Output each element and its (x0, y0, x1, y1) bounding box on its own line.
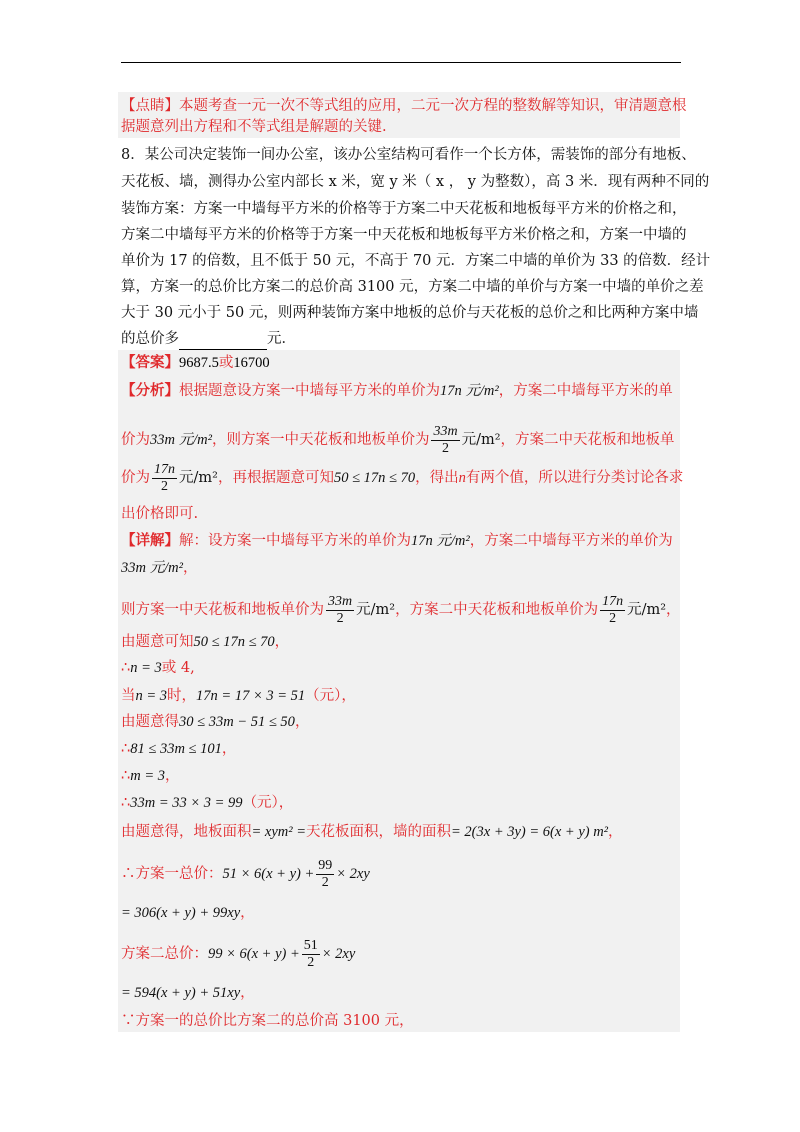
detail-text-15b: ， (240, 985, 255, 1001)
detail-line-15 (121, 983, 255, 1003)
detail-text-2: ， (182, 560, 198, 576)
analysis-text-2a: 价为 (121, 432, 150, 448)
analysis-text-3b: ，再根据题意可知 (217, 470, 334, 486)
fraction-17n-over-2 (600, 594, 625, 627)
fraction-numerator: 33m (433, 423, 458, 439)
detail-text-11a: 由题意得，地板面积 (121, 824, 252, 840)
equation-n-3: n = 3 (135, 688, 168, 704)
analysis-text-1a: 根据题意设方案一中墙每平方米的单价为 (179, 383, 440, 399)
detail-text-8b: ， (221, 741, 237, 757)
detail-text-3a: 则方案一中天花板和地板单价为 (121, 602, 324, 618)
therefore-symbol: ∴ (121, 660, 131, 676)
times-2xy: × 2xy (336, 866, 370, 882)
detail-line-7 (121, 712, 309, 732)
detail-text-3c: ， (666, 602, 681, 618)
floor-area-expression: = xym² = (251, 824, 307, 840)
analysis-text-3d: 有两个值，所以进行分类讨论各求 (465, 470, 684, 486)
plan2-expression: 99 × 6(x + y) + (208, 946, 300, 962)
analysis-text-3c: ，得出 (415, 470, 459, 486)
analysis-price-33m: 33m 元/m² (150, 432, 212, 448)
fraction-17n-over-2 (152, 462, 177, 495)
detail-line-11 (121, 822, 623, 842)
detail-label: 【详解】 (121, 532, 179, 549)
answer-or: 或 (218, 355, 234, 371)
times-2xy: × 2xy (321, 946, 356, 962)
unit-yuan-per-m2: 元/m² (179, 470, 218, 486)
detail-line-5 (121, 658, 195, 678)
detail-text-11c: ， (608, 824, 623, 840)
detail-text-11b: 天花板面积，墙的面积 (306, 824, 452, 840)
answer-value-1: 9687.5 (179, 355, 219, 371)
fraction-numerator: 99 (318, 857, 333, 873)
remark-line-2: 据题意列出方程和不等式组是解题的关键. (121, 119, 387, 135)
detail-text-1b: ，方案二中墙每平方米的单价为 (469, 533, 673, 549)
therefore-symbol: ∴ (121, 768, 131, 784)
wall-area-expression: = 2(3x + 3y) = 6(x + y) m² (451, 824, 609, 840)
question-line-5: 单价为 17 的倍数，且不低于 50 元，不高于 70 元．方案二中墙的单价为 33 的倍数．经计 (121, 253, 711, 269)
unit-yuan-per-m2: 元/m² (356, 602, 396, 618)
detail-line-14 (121, 932, 355, 976)
detail-line-9 (121, 766, 180, 786)
header-rule (121, 62, 681, 63)
detail-text-3b: ，方案二中天花板和地板单价为 (395, 602, 599, 618)
analysis-text-2c: ，方案二中天花板和地板单 (500, 432, 675, 448)
fraction-denominator: 2 (336, 610, 344, 626)
question-line-3: 装饰方案：方案一中墙每平方米的价格等于方案二中天花板和地板每平方米的价格之和， (121, 201, 687, 217)
question-line-7: 大于 30 元小于 50 元，则两种装饰方案中地板的总价与天花板的总价之和比两种方案中墙 (121, 305, 699, 321)
fraction-numerator: 17n (602, 593, 624, 609)
plan1-simplified: = 306(x + y) + 99xy (121, 905, 241, 921)
unit-yuan-per-m2: 元/m² (461, 432, 501, 448)
analysis-text-3a: 价为 (121, 470, 150, 486)
detail-line-16: ∵方案一的总价比方案二的总价高 3100 元， (121, 1013, 414, 1029)
question-line-4: 方案二中墙每平方米的价格等于方案一中天花板和地板每平方米价格之和，方案一中墙的 (121, 227, 687, 243)
analysis-line-1 (121, 381, 673, 401)
answer-line (121, 353, 270, 373)
detail-text-6c: （元）， (305, 688, 356, 704)
detail-price-33m: 33m 元/m² (121, 560, 183, 576)
therefore-symbol: ∴ (121, 741, 131, 757)
question-line-2: 天花板、墙，测得办公室内部长 x 米，宽 y 米（ x ， y 为整数），高 3 米．现有两种不同的 (121, 174, 710, 190)
fraction-numerator: 33m (328, 593, 353, 609)
fraction-99-over-2 (316, 858, 334, 891)
detail-text-6b: 时， (167, 688, 197, 704)
detail-line-10 (121, 793, 293, 813)
equation-m-3: m = 3 (130, 768, 165, 784)
fraction-denominator: 2 (307, 954, 315, 970)
analysis-line-3 (121, 456, 683, 500)
analysis-text-1b: ，方案二中墙每平方米的单 (498, 383, 673, 399)
detail-line-8 (121, 739, 236, 759)
detail-line-1 (121, 531, 673, 551)
detail-text-12a: ∴方案一总价： (121, 866, 223, 882)
unit-yuan-per-m2: 元/m² (627, 602, 667, 618)
fraction-33m-over-2 (326, 594, 354, 627)
analysis-line-4: 出价格即可. (121, 506, 199, 522)
detail-text-4a: 由题意可知 (121, 634, 194, 650)
question-last-before: 的总价多 (121, 331, 179, 347)
detail-text-1a: 解：设方案一中墙每平方米的单价为 (179, 533, 411, 549)
detail-text-9b: ， (165, 768, 180, 784)
detail-text-4b: ， (274, 634, 290, 650)
answer-blank (179, 329, 267, 350)
fraction-denominator: 2 (442, 440, 450, 456)
detail-line-4 (121, 632, 289, 652)
fraction-51-over-2 (302, 938, 320, 971)
plan2-simplified: = 594(x + y) + 51xy (121, 985, 241, 1001)
fraction-denominator: 2 (161, 478, 168, 494)
question-line-6: 算，方案一的总价比方案二的总价高 3100 元，方案二中墙的单价与方案一中墙的单价之差 (121, 279, 704, 295)
equation-n-3: n = 3 (130, 660, 162, 676)
detail-line-2 (121, 558, 197, 578)
variable-n: n (458, 470, 466, 486)
therefore-symbol: ∴ (121, 795, 131, 811)
calculation-51: 17n = 17 × 3 = 51 (196, 688, 306, 704)
plan1-expression: 51 × 6(x + y) + (222, 866, 315, 882)
fraction-denominator: 2 (321, 874, 329, 890)
fraction-33m-over-2 (431, 424, 459, 457)
question-line-8 (121, 329, 296, 350)
analysis-price-17n: 17n 元/m² (440, 383, 499, 399)
fraction-numerator: 17n (154, 461, 175, 477)
fraction-denominator: 2 (609, 610, 617, 626)
analysis-label: 【分析】 (121, 382, 179, 399)
detail-line-6 (121, 686, 356, 706)
detail-line-13 (121, 903, 255, 923)
detail-text-13b: ， (240, 905, 255, 921)
question-line-1: 8．某公司决定装饰一间办公室，该办公室结构可看作一个长方体，需装饰的部分有地板、 (121, 147, 696, 163)
analysis-text-2b: ，则方案一中天花板和地板单价为 (211, 432, 430, 448)
remark-line-1: 【点睛】本题考查一元一次不等式组的应用，二元一次方程的整数解等知识，审清题意根 (121, 98, 687, 114)
detail-text-5b: 或 4, (161, 660, 195, 676)
detail-text-7b: ， (294, 714, 310, 730)
detail-text-10b: （元）， (242, 795, 294, 811)
detail-text-7a: 由题意得 (121, 714, 179, 730)
detail-price-17n: 17n 元/m² (411, 533, 470, 549)
inequality-33m-51: 30 ≤ 33m − 51 ≤ 50 (179, 714, 295, 730)
detail-line-12 (121, 852, 370, 896)
question-last-after: 元． (267, 331, 296, 347)
answer-value-2: 16700 (233, 355, 270, 371)
inequality-33m: 81 ≤ 33m ≤ 101 (130, 741, 222, 757)
answer-label: 【答案】 (121, 354, 179, 371)
detail-line-3 (121, 588, 681, 632)
fraction-numerator: 51 (303, 937, 318, 953)
calculation-99: 33m = 33 × 3 = 99 (130, 795, 243, 811)
detail-text-6a: 当 (121, 688, 136, 704)
inequality-17n: 50 ≤ 17n ≤ 70 (333, 470, 416, 486)
detail-text-14a: 方案二总价： (121, 946, 208, 962)
inequality-17n: 50 ≤ 17n ≤ 70 (193, 634, 275, 650)
